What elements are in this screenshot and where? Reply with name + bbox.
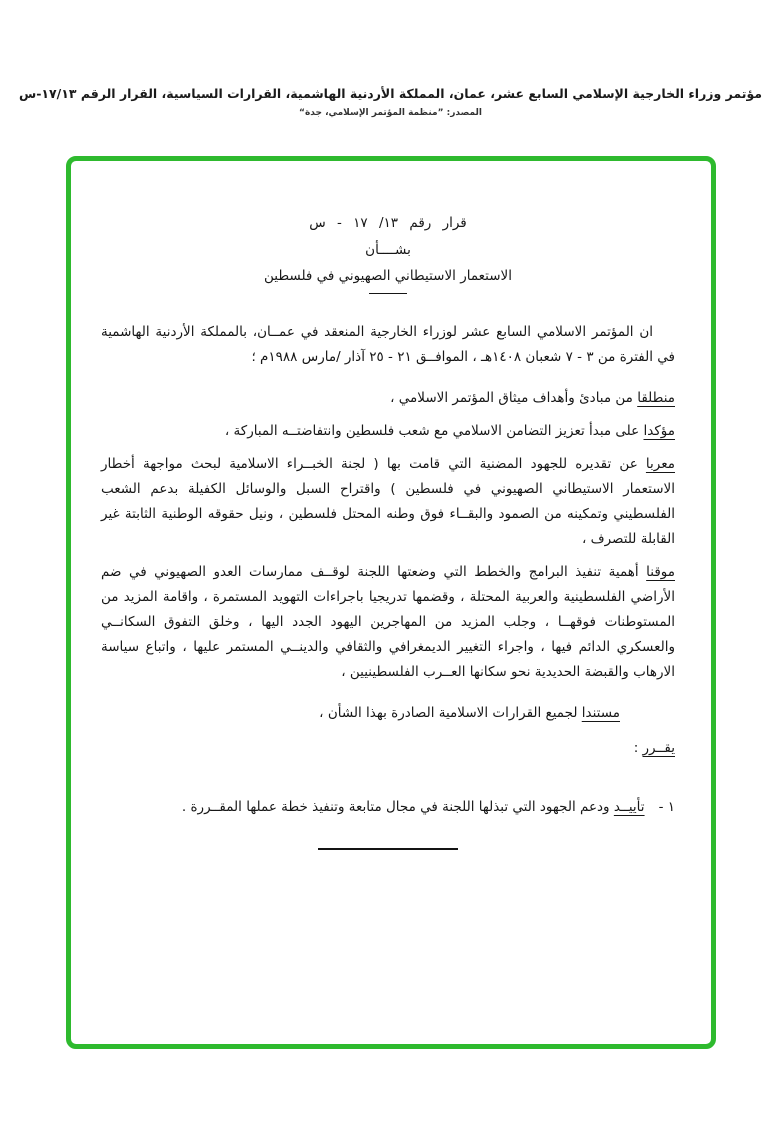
resolution-item: [101, 795, 675, 820]
resolution-number-title: قرار رقم ١٣/ ١٧ - س: [309, 215, 467, 231]
footer-rule: [318, 848, 458, 850]
preamble-paragraph: [101, 386, 675, 411]
preamble-lead: مؤكدا: [643, 423, 675, 439]
decides-label: يقــرر: [642, 740, 675, 756]
preamble-paragraph: [101, 701, 620, 726]
preamble-lead: موقنا: [646, 564, 675, 580]
preamble-lead: منطلقا: [637, 390, 675, 406]
resolution-subject: الاستعمار الاستيطاني الصهيوني في فلسطين: [263, 268, 512, 284]
preamble-paragraph: [101, 452, 675, 552]
item-rest: ودعم الجهود التي تبذلها اللجنة في مجال متابعة وتنفيذ خطة عملها المقــررة .: [181, 799, 614, 815]
item-lead: تأييــد: [613, 799, 645, 815]
subject-label: بشــــأن: [365, 242, 411, 258]
item-number: ١ -: [658, 799, 675, 815]
preamble-text: أهمية تنفيذ البرامج والخطط التي وضعتها اللجنة لوقــف ممارسات العدو الصهيوني في ضم الأراضي الفلسطينية والعربية المحتلة ، وقضمها تدريجيا باجراءات التهويد المستمرة ، واقامة المزيد من المستوطنات فوقهــا ، وجلب المزيد من المهاجرين اليهود الجدد اليها ، وخلق التفوق السكانــي والعسكري الدائم فيها ، واجراء التغيير الديمغرافي والثقافي والدينــي المستمر عليها ، واتباع سياسة الارهاب والقبضة الحديدية نحو سكانها العــرب الفلسطينيين ،: [101, 564, 675, 680]
preamble-text: عن تقديره للجهود المضنية التي قامت بها ( لجنة الخبــراء الاسلامية لبحث مواجهة أخطار الاستعمار الاستيطاني الصهيوني في فلسطين ) واقتراح السبل والوسائل الكفيلة بدعم الشعب الفلسطيني وتمكينه من الصمود والبقــاء فوق وطنه المحتل فلسطين ، ونيل حقوقه الوطنية الثابتة غير القابلة للتصرف ،: [101, 456, 675, 547]
scan-frame: [66, 156, 716, 1049]
preamble-lead: معربا: [645, 456, 675, 472]
source-line: المصدر: ”منظمة المؤتمر الإسلامي، جدة“: [299, 108, 482, 118]
item-text: [182, 795, 645, 820]
preamble-paragraph: [101, 419, 675, 444]
intro-paragraph: ان المؤتمر الاسلامي السابع عشر لوزراء الخارجية المنعقد في عمــان، بالمملكة الأردنية الهاشمية في الفترة من ٣ - ٧ شعبان ١٤٠٨هـ ، الموافــق ٢١ - ٢٥ آذار /مارس ١٩٨٨م ؛: [101, 324, 675, 365]
preamble-text: من مبادئ وأهداف ميثاق المؤتمر الاسلامي ،: [390, 390, 638, 406]
title-underline-rule: [369, 293, 407, 294]
page-header-line: مؤتمر وزراء الخارجية الإسلامي السابع عشر، عمان، المملكة الأردنية الهاشمية، القرارات السياسية، القرار الرقم ١٧/١٣-س: [18, 86, 763, 101]
preamble-lead: مستندا: [581, 705, 620, 721]
decides-colon: :: [633, 740, 643, 756]
preamble-paragraph: [101, 560, 675, 685]
document-page: [71, 161, 711, 1044]
decides-heading: [101, 736, 675, 761]
preamble-text: على مبدأ تعزيز التضامن الاسلامي مع شعب فلسطين وانتفاضتــه المباركة ،: [224, 423, 644, 439]
preamble-text: لجميع القرارات الاسلامية الصادرة بهذا الشأن ،: [319, 705, 582, 721]
